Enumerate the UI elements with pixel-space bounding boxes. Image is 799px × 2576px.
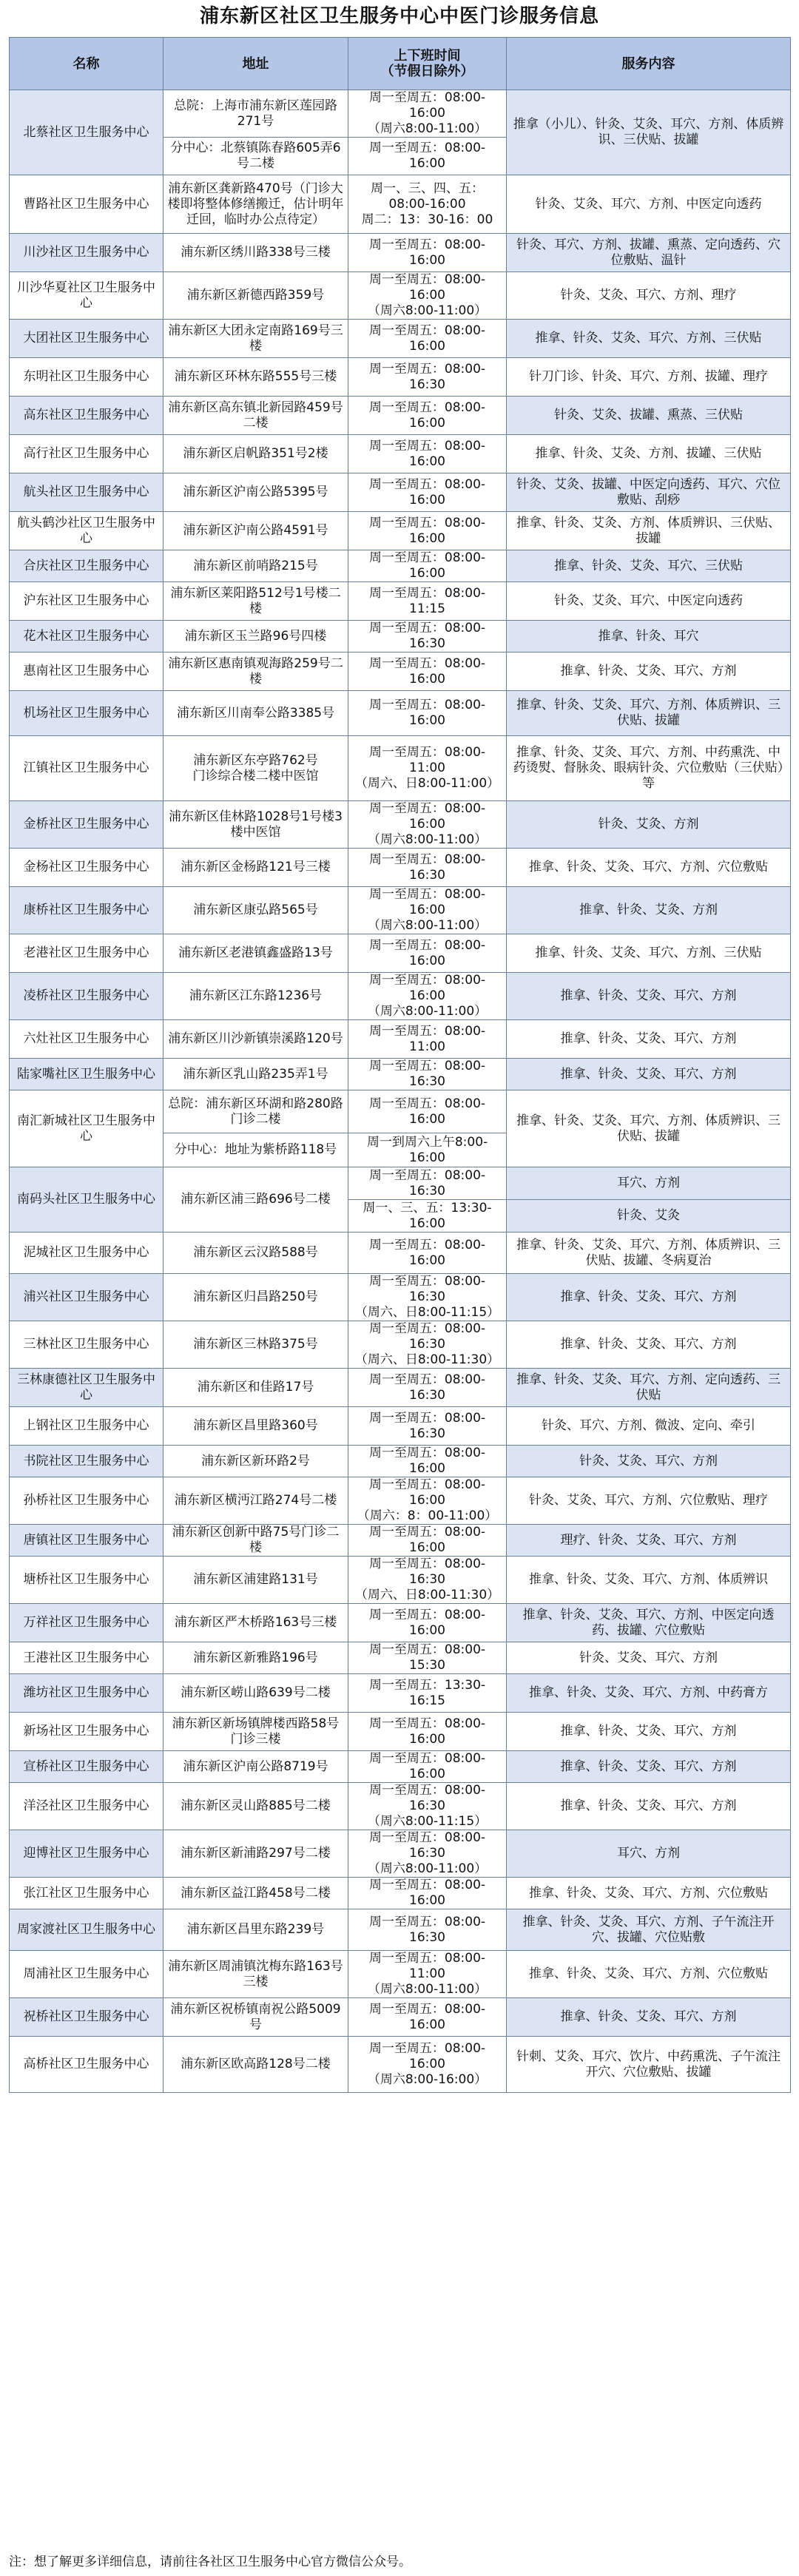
table-row (10, 801, 791, 849)
center-name: 金桥社区卫生服务中心 (10, 801, 163, 849)
table-row (10, 175, 791, 234)
opening-hours: 周一至周五：08:00-15:30 (348, 1642, 507, 1674)
table-row (10, 1090, 791, 1133)
center-address: 浦东新区高东镇北新园路459号二楼 (163, 397, 348, 435)
center-name: 北蔡社区卫生服务中心 (10, 90, 163, 175)
opening-hours: 周一至周五：08:00-16:00 (348, 1525, 507, 1557)
service-content: 推拿、针灸、艾灸、耳穴、方剂、体质辨识 (507, 1557, 791, 1604)
service-content: 推拿、针灸、艾灸、耳穴、方剂 (507, 1059, 791, 1090)
center-name: 合庆社区卫生服务中心 (10, 550, 163, 582)
table-row (10, 691, 791, 736)
service-content: 推拿、针灸、艾灸、耳穴、方剂、体质辨识、三伏贴、拔罐、冬病夏治 (507, 1233, 791, 1274)
center-name: 宣桥社区卫生服务中心 (10, 1751, 163, 1783)
center-address: 浦东新区莱阳路512号1号楼二楼 (163, 582, 348, 621)
service-content: 推拿、针灸、艾灸、耳穴、方剂 (507, 1020, 791, 1059)
table-row (10, 1604, 791, 1642)
opening-hours: 周一至周五：08:00-16:30 （周六8:00-11:00） (348, 1830, 507, 1878)
center-address: 浦东新区祝桥镇南祝公路5009号 (163, 1998, 348, 2037)
center-address: 浦东新区川南奉公路3385号 (163, 691, 348, 736)
opening-hours: 周一至周五：08:00-16:30 (348, 1369, 507, 1407)
table-row (10, 653, 791, 691)
service-content: 推拿、针灸、艾灸、耳穴、方剂、中药膏方 (507, 1674, 791, 1713)
center-address: 浦东新区创新中路75号门诊二楼 (163, 1525, 348, 1557)
page-title: 浦东新区社区卫生服务中心中医门诊服务信息 (199, 5, 599, 27)
service-content: 耳穴、方剂 (507, 1167, 791, 1200)
center-address: 浦东新区灵山路885号二楼 (163, 1783, 348, 1830)
opening-hours: 周一到周六上午8:00-16:00 (348, 1133, 507, 1167)
center-address: 浦东新区大团永定南路169号三楼 (163, 320, 348, 358)
center-address: 浦东新区崂山路639号二楼 (163, 1674, 348, 1713)
center-address: 浦东新区玉兰路96号四楼 (163, 621, 348, 653)
opening-hours: 周一至周五：08:00-16:00 (348, 550, 507, 582)
opening-hours: 周一、三、五：13:30-16:00 (348, 1200, 507, 1233)
center-name: 机场社区卫生服务中心 (10, 691, 163, 736)
opening-hours: 周一至周五：08:00-16:00 (348, 473, 507, 512)
center-name: 花木社区卫生服务中心 (10, 621, 163, 653)
opening-hours: 周一至周五：08:00-16:00 （周六8:00-11:00） (348, 801, 507, 849)
center-address: 浦东新区东亭路762号 门诊综合楼二楼中医馆 (163, 736, 348, 801)
center-address: 浦东新区三林路375号 (163, 1321, 348, 1369)
opening-hours: 周一至周五：08:00-16:30 （周六8:00-11:15） (348, 1783, 507, 1830)
center-name: 川沙华夏社区卫生服务中心 (10, 272, 163, 320)
service-content: 推拿、针灸、艾灸、耳穴、方剂、三伏贴 (507, 320, 791, 358)
center-address: 浦东新区沪南公路4591号 (163, 512, 348, 550)
center-address: 浦东新区绣川路338号三楼 (163, 234, 348, 272)
center-address: 浦东新区周浦镇沈梅东路163号三楼 (163, 1951, 348, 1998)
center-address: 浦东新区前哨路215号 (163, 550, 348, 582)
opening-hours: 周一至周五：08:00-16:00 (348, 512, 507, 550)
table-row (10, 2037, 791, 2093)
opening-hours: 周一至周五：08:00-16:00 (348, 1998, 507, 2037)
opening-hours: 周一至周五：08:00-16:00 (348, 934, 507, 973)
center-name: 塘桥社区卫生服务中心 (10, 1557, 163, 1604)
center-name: 祝桥社区卫生服务中心 (10, 1998, 163, 2037)
center-name: 南汇新城社区卫生服务中心 (10, 1090, 163, 1167)
center-name: 三林社区卫生服务中心 (10, 1321, 163, 1369)
table-row (10, 473, 791, 512)
center-address: 总院：浦东新区环湖和路280路门诊二楼 (163, 1090, 348, 1133)
service-content: 针灸、艾灸、耳穴、方剂 (507, 1642, 791, 1674)
opening-hours: 周一至周五：08:00-16:00 （周六：8：00-11:00） (348, 1477, 507, 1525)
service-content: 推拿、针灸、艾灸、耳穴、方剂 (507, 1713, 791, 1751)
center-address: 浦东新区金杨路121号三楼 (163, 849, 348, 887)
opening-hours: 周一至周五：08:00-16:30 (348, 358, 507, 397)
center-name: 孙桥社区卫生服务中心 (10, 1477, 163, 1525)
table-row (10, 621, 791, 653)
opening-hours: 周一至周五：13:30-16:15 (348, 1674, 507, 1713)
header-row (10, 38, 791, 90)
table-row (10, 736, 791, 801)
table-row (10, 1909, 791, 1951)
header-time: 上下班时间 （节假日除外） (348, 38, 507, 90)
center-address: 浦东新区沪南公路5395号 (163, 473, 348, 512)
opening-hours: 周一至周五：08:00-16:00 （周六8:00-16:00） (348, 2037, 507, 2093)
center-name: 周家渡社区卫生服务中心 (10, 1909, 163, 1951)
center-address: 浦东新区川沙新镇崇溪路120号 (163, 1020, 348, 1059)
center-address: 浦东新区老港镇鑫盛路13号 (163, 934, 348, 973)
service-content: 推拿、针灸、艾灸、耳穴、方剂、体质辨识、三伏贴、拔罐 (507, 691, 791, 736)
service-content: 针灸、艾灸、方剂 (507, 801, 791, 849)
center-address: 浦东新区益江路458号二楼 (163, 1878, 348, 1909)
opening-hours: 周一至周五：08:00-11:00 （周六、日8:00-11:00） (348, 736, 507, 801)
opening-hours: 周一至周五：08:00-16:30 (348, 1909, 507, 1951)
center-address: 浦东新区乳山路235弄1号 (163, 1059, 348, 1090)
table-row (10, 1642, 791, 1674)
center-address: 浦东新区横沔江路274号二楼 (163, 1477, 348, 1525)
center-name: 王港社区卫生服务中心 (10, 1642, 163, 1674)
center-address: 浦东新区云汉路588号 (163, 1233, 348, 1274)
center-address: 总院：上海市浦东新区莲园路271号 (163, 90, 348, 138)
center-address: 浦东新区新场镇牌楼西路58号门诊三楼 (163, 1713, 348, 1751)
opening-hours: 周一至周五：08:00-16:00 （周六8:00-11:00） (348, 887, 507, 934)
center-name: 迎博社区卫生服务中心 (10, 1830, 163, 1878)
service-content: 针灸、艾灸、拔罐、熏蒸、三伏贴 (507, 397, 791, 435)
opening-hours: 周一至周五：08:00-16:00 (348, 397, 507, 435)
center-name: 川沙社区卫生服务中心 (10, 234, 163, 272)
center-name: 航头鹤沙社区卫生服务中心 (10, 512, 163, 550)
center-address: 浦东新区新环路2号 (163, 1446, 348, 1477)
header-address: 地址 (163, 38, 348, 90)
service-content: 推拿、针灸、艾灸、耳穴、方剂 (507, 1274, 791, 1321)
service-content: 针灸、艾灸、耳穴、方剂、理疗 (507, 272, 791, 320)
service-content: 推拿、针灸、艾灸、耳穴、方剂、中医定向透药、拔罐、穴位敷贴 (507, 1604, 791, 1642)
opening-hours: 周一至周五：08:00-16:30 (348, 1059, 507, 1090)
opening-hours: 周一至周五：08:00-16:00 (348, 1713, 507, 1751)
center-address: 浦东新区昌里东路239号 (163, 1909, 348, 1951)
table-row (10, 934, 791, 973)
table-row (10, 90, 791, 138)
center-address: 浦东新区欧高路128号二楼 (163, 2037, 348, 2093)
schedule-table (9, 37, 791, 2093)
service-content: 针刺、艾灸、耳穴、饮片、中药熏洗、子午流注开穴、穴位敷贴、拔罐 (507, 2037, 791, 2093)
table-row (10, 1407, 791, 1446)
table-row (10, 1020, 791, 1059)
table-row (10, 1167, 791, 1200)
table-row (10, 272, 791, 320)
service-content: 针灸、艾灸、耳穴、中医定向透药 (507, 582, 791, 621)
center-name: 江镇社区卫生服务中心 (10, 736, 163, 801)
center-name: 新场社区卫生服务中心 (10, 1713, 163, 1751)
center-name: 泥城社区卫生服务中心 (10, 1233, 163, 1274)
table-row (10, 234, 791, 272)
opening-hours: 周一至周五：08:00-16:00 (348, 435, 507, 473)
center-address: 浦东新区康弘路565号 (163, 887, 348, 934)
service-content: 推拿、针灸、艾灸、耳穴、方剂、体质辨识、三伏贴、拔罐 (507, 1090, 791, 1167)
center-address: 浦东新区归昌路250号 (163, 1274, 348, 1321)
center-address: 浦东新区江东路1236号 (163, 973, 348, 1020)
service-content: 针灸、艾灸、耳穴、方剂、中医定向透药 (507, 175, 791, 234)
opening-hours: 周一至周五：08:00-16:30 (348, 1407, 507, 1446)
center-name: 唐镇社区卫生服务中心 (10, 1525, 163, 1557)
opening-hours: 周一至周五：08:00-16:30 (348, 1167, 507, 1200)
center-name: 六灶社区卫生服务中心 (10, 1020, 163, 1059)
opening-hours: 周一至周五：08:00-16:00 (348, 691, 507, 736)
service-content: 推拿、针灸、艾灸、耳穴、方剂 (507, 1751, 791, 1783)
center-name: 三林康德社区卫生服务中心 (10, 1369, 163, 1407)
table-row (10, 320, 791, 358)
service-content: 针灸、艾灸、拔罐、中医定向透药、耳穴、穴位敷贴、刮痧 (507, 473, 791, 512)
service-content: 推拿、针灸、艾灸、耳穴、方剂 (507, 1783, 791, 1830)
service-content: 针灸、耳穴、方剂、拔罐、熏蒸、定向透药、穴位敷贴、温针 (507, 234, 791, 272)
table-row (10, 358, 791, 397)
opening-hours: 周一至周五：08:00-16:00 （周六8:00-11:00） (348, 272, 507, 320)
table-row (10, 1951, 791, 1998)
center-name: 书院社区卫生服务中心 (10, 1446, 163, 1477)
service-content: 推拿（小儿）、针灸、艾灸、耳穴、方剂、体质辨识、三伏贴、拔罐 (507, 90, 791, 175)
table-row (10, 1878, 791, 1909)
service-content: 推拿、针灸、艾灸、耳穴、方剂、子午流注开穴、拔罐、穴位贴敷 (507, 1909, 791, 1951)
opening-hours: 周一至周五：08:00-16:30 (348, 849, 507, 887)
service-content: 针灸、艾灸、耳穴、方剂、穴位敷贴、理疗 (507, 1477, 791, 1525)
opening-hours: 周一至周五：08:00-16:30 （周六、日8:00-11:30） (348, 1321, 507, 1369)
opening-hours: 周一至周五：08:00-16:30 （周六、日8:00-11:30） (348, 1557, 507, 1604)
center-name: 金杨社区卫生服务中心 (10, 849, 163, 887)
opening-hours: 周一至周五：08:00-16:00 （周六8:00-11:00） (348, 90, 507, 138)
center-address: 浦东新区龚新路470号（门诊大楼即将整体修缮搬迁，估计明年迁回，临时办公点待定） (163, 175, 348, 234)
service-content: 推拿、针灸、耳穴 (507, 621, 791, 653)
center-name: 高东社区卫生服务中心 (10, 397, 163, 435)
center-address: 浦东新区佳林路1028号1号楼3楼中医馆 (163, 801, 348, 849)
center-name: 陆家嘴社区卫生服务中心 (10, 1059, 163, 1090)
center-name: 洋泾社区卫生服务中心 (10, 1783, 163, 1830)
center-address: 分中心：北蔡镇陈春路605弄6号二楼 (163, 138, 348, 175)
table-row (10, 1321, 791, 1369)
center-name: 大团社区卫生服务中心 (10, 320, 163, 358)
service-content: 耳穴、方剂 (507, 1830, 791, 1878)
center-address: 浦东新区新浦路297号二楼 (163, 1830, 348, 1878)
service-content: 推拿、针灸、艾灸、耳穴、方剂 (507, 973, 791, 1020)
opening-hours: 周一至周五：08:00-16:00 (348, 1878, 507, 1909)
center-address: 浦东新区启帆路351号2楼 (163, 435, 348, 473)
center-address: 浦东新区惠南镇观海路259号二楼 (163, 653, 348, 691)
center-name: 潍坊社区卫生服务中心 (10, 1674, 163, 1713)
center-name: 康桥社区卫生服务中心 (10, 887, 163, 934)
center-name: 高桥社区卫生服务中心 (10, 2037, 163, 2093)
center-name: 万祥社区卫生服务中心 (10, 1604, 163, 1642)
center-address: 浦东新区环林东路555号三楼 (163, 358, 348, 397)
table-row (10, 849, 791, 887)
service-content: 推拿、针灸、艾灸、方剂、拔罐、三伏贴 (507, 435, 791, 473)
center-name: 航头社区卫生服务中心 (10, 473, 163, 512)
table-body (10, 90, 791, 2093)
table-row (10, 1751, 791, 1783)
opening-hours: 周一至周五：08:00-16:00 (348, 1446, 507, 1477)
service-content: 理疗、针灸、艾灸、耳穴、方剂 (507, 1525, 791, 1557)
center-address: 分中心：地址为紫桥路118号 (163, 1133, 348, 1167)
table-row (10, 1446, 791, 1477)
opening-hours: 周一至周五：08:00-11:00 （周六8:00-11:00） (348, 1951, 507, 1998)
opening-hours: 周一至周五：08:00-16:00 (348, 320, 507, 358)
opening-hours: 周一至周五：08:00-16:30 (348, 621, 507, 653)
center-address: 浦东新区沪南公路8719号 (163, 1751, 348, 1783)
center-name: 上钢社区卫生服务中心 (10, 1407, 163, 1446)
service-content: 推拿、针灸、艾灸、耳穴、方剂、穴位敷贴 (507, 1878, 791, 1909)
table-row (10, 1998, 791, 2037)
opening-hours: 周一、三、四、五：08:00-16:00 周二：13：30-16：00 (348, 175, 507, 234)
service-content: 推拿、针灸、艾灸、耳穴、三伏贴 (507, 550, 791, 582)
center-name: 高行社区卫生服务中心 (10, 435, 163, 473)
opening-hours: 周一至周五：08:00-11:15 (348, 582, 507, 621)
center-address: 浦东新区严木桥路163号三楼 (163, 1604, 348, 1642)
table-row (10, 1233, 791, 1274)
center-name: 张江社区卫生服务中心 (10, 1878, 163, 1909)
table-row (10, 397, 791, 435)
service-content: 推拿、针灸、艾灸、耳穴、方剂、穴位敷贴 (507, 849, 791, 887)
opening-hours: 周一至周五：08:00-11:00 (348, 1020, 507, 1059)
table-row (10, 1369, 791, 1407)
center-name: 南码头社区卫生服务中心 (10, 1167, 163, 1233)
opening-hours: 周一至周五：08:00-16:00 (348, 1751, 507, 1783)
table-row (10, 550, 791, 582)
table-row (10, 1830, 791, 1878)
center-address: 浦东新区和佳路17号 (163, 1369, 348, 1407)
table-row (10, 1477, 791, 1525)
table-row (10, 582, 791, 621)
service-content: 推拿、针灸、艾灸、耳穴、方剂 (507, 1998, 791, 2037)
center-name: 凌桥社区卫生服务中心 (10, 973, 163, 1020)
opening-hours: 周一至周五：08:00-16:00 (348, 653, 507, 691)
center-name: 浦兴社区卫生服务中心 (10, 1274, 163, 1321)
service-content: 推拿、针灸、艾灸、耳穴、方剂、三伏贴 (507, 934, 791, 973)
table-row (10, 1674, 791, 1713)
service-content: 推拿、针灸、艾灸、耳穴、方剂、中药熏洗、中药烫熨、督脉灸、眼病针灸、穴位敷贴（三伏贴）等 (507, 736, 791, 801)
center-name: 老港社区卫生服务中心 (10, 934, 163, 973)
opening-hours: 周一至周五：08:00-16:00 (348, 1090, 507, 1133)
table-row (10, 1059, 791, 1090)
center-name: 曹路社区卫生服务中心 (10, 175, 163, 234)
center-name: 沪东社区卫生服务中心 (10, 582, 163, 621)
table-row (10, 1783, 791, 1830)
table-row (10, 435, 791, 473)
service-content: 推拿、针灸、艾灸、方剂 (507, 887, 791, 934)
opening-hours: 周一至周五：08:00-16:00 (348, 1233, 507, 1274)
opening-hours: 周一至周五：08:00-16:30 （周六、日8:00-11:15） (348, 1274, 507, 1321)
footnote: 注：想了解更多详细信息，请前往各社区卫生服务中心官方微信公众号。 (9, 2555, 411, 2569)
center-address: 浦东新区新雅路196号 (163, 1642, 348, 1674)
table-row (10, 1525, 791, 1557)
table-row (10, 887, 791, 934)
table-row (10, 1713, 791, 1751)
service-content: 针灸、艾灸、耳穴、方剂 (507, 1446, 791, 1477)
opening-hours: 周一至周五：08:00-16:00 （周六8:00-11:00） (348, 973, 507, 1020)
center-name: 惠南社区卫生服务中心 (10, 653, 163, 691)
service-content: 推拿、针灸、艾灸、耳穴、方剂 (507, 1321, 791, 1369)
center-address: 浦东新区新德西路359号 (163, 272, 348, 320)
table-row (10, 1557, 791, 1604)
table-row (10, 512, 791, 550)
header-name: 名称 (10, 38, 163, 90)
opening-hours: 周一至周五：08:00-16:00 (348, 138, 507, 175)
service-content: 针灸、艾灸 (507, 1200, 791, 1233)
service-content: 针刀门诊、针灸、耳穴、方剂、拔罐、理疗 (507, 358, 791, 397)
center-address: 浦东新区浦三路696号二楼 (163, 1167, 348, 1233)
center-address: 浦东新区浦建路131号 (163, 1557, 348, 1604)
service-content: 推拿、针灸、艾灸、方剂、体质辨识、三伏贴、拔罐 (507, 512, 791, 550)
center-address: 浦东新区昌里路360号 (163, 1407, 348, 1446)
service-content: 推拿、针灸、艾灸、耳穴、方剂、定向透药、三伏贴 (507, 1369, 791, 1407)
center-name: 周浦社区卫生服务中心 (10, 1951, 163, 1998)
center-name: 东明社区卫生服务中心 (10, 358, 163, 397)
header-service: 服务内容 (507, 38, 791, 90)
service-content: 推拿、针灸、艾灸、耳穴、方剂 (507, 653, 791, 691)
service-content: 推拿、针灸、艾灸、耳穴、方剂、穴位敷贴 (507, 1951, 791, 1998)
table-row (10, 1274, 791, 1321)
service-content: 针灸、耳穴、方剂、微波、定向、牵引 (507, 1407, 791, 1446)
table-row (10, 973, 791, 1020)
opening-hours: 周一至周五：08:00-16:00 (348, 234, 507, 272)
opening-hours: 周一至周五：08:00-16:00 (348, 1604, 507, 1642)
